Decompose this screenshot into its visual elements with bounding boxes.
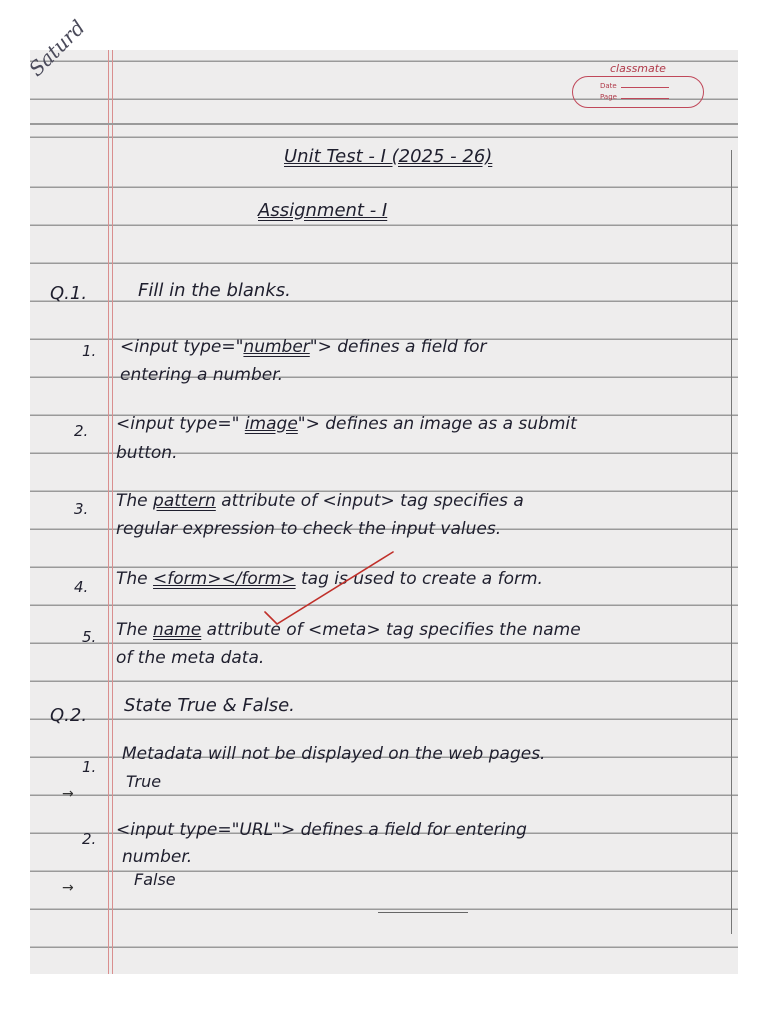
q2-label: Q.2.	[50, 705, 88, 726]
q1-item-number: 3.	[74, 500, 89, 518]
q1-heading: Fill in the blanks.	[138, 280, 291, 301]
margin-line-left	[108, 50, 109, 974]
corner-writing: Saturd	[24, 15, 90, 81]
q1-item-line: button.	[116, 443, 178, 463]
q2-answer: False	[134, 870, 176, 889]
end-line	[378, 912, 468, 913]
q1-item-line: The name attribute of <meta> tag specifies the name	[116, 620, 581, 640]
q1-label: Q.1.	[50, 283, 88, 304]
page-subtitle: Assignment - I	[258, 200, 388, 221]
page-field	[600, 93, 669, 101]
q2-heading: State True & False.	[124, 695, 295, 716]
q1-item-line: The pattern attribute of <input> tag specifies a	[116, 491, 524, 511]
brand-name: classmate	[610, 62, 666, 75]
answer-arrow: →	[62, 786, 74, 802]
q2-item-line: <input type="URL"> defines a field for entering	[116, 820, 527, 840]
q1-item-number: 2.	[74, 422, 89, 440]
date-label: Date	[600, 82, 617, 90]
teacher-tick-mark	[263, 550, 393, 630]
answer-blank: <form></form>	[153, 569, 296, 589]
q1-item-line: The <form></form> tag is used to create a form.	[116, 569, 543, 589]
answer-blank: number	[243, 337, 310, 357]
header-rule	[30, 123, 738, 125]
answer-arrow: →	[62, 880, 74, 896]
q2-item-number: 1.	[82, 758, 97, 776]
q1-item-line: <input type="number"> defines a field for	[120, 337, 487, 357]
notebook-page	[24, 15, 738, 974]
q1-item-line: of the meta data.	[116, 648, 265, 668]
answer-blank: image	[244, 414, 298, 434]
q1-item-line: <input type=" image"> defines an image as a submit	[116, 414, 577, 434]
q2-item-line: Metadata will not be displayed on the web pages.	[122, 744, 546, 764]
answer-blank: pattern	[153, 491, 216, 511]
q1-item-line: entering a number.	[120, 365, 284, 385]
page-title: Unit Test - I (2025 - 26)	[284, 146, 493, 167]
date-field	[600, 82, 669, 90]
page-label: Page	[600, 93, 617, 101]
q1-item-number: 1.	[82, 342, 97, 360]
q1-item-number: 5.	[82, 628, 97, 646]
q2-item-number: 2.	[82, 830, 97, 848]
answer-blank: name	[153, 620, 202, 640]
q2-answer: True	[126, 772, 162, 791]
logo-oval	[572, 76, 704, 108]
q1-item-number: 4.	[74, 578, 89, 596]
classmate-logo	[570, 60, 706, 110]
page-right-border	[731, 150, 732, 934]
q2-item-line: number.	[122, 847, 193, 867]
q1-item-line: regular expression to check the input values.	[116, 519, 502, 539]
margin-line-right	[112, 50, 113, 974]
